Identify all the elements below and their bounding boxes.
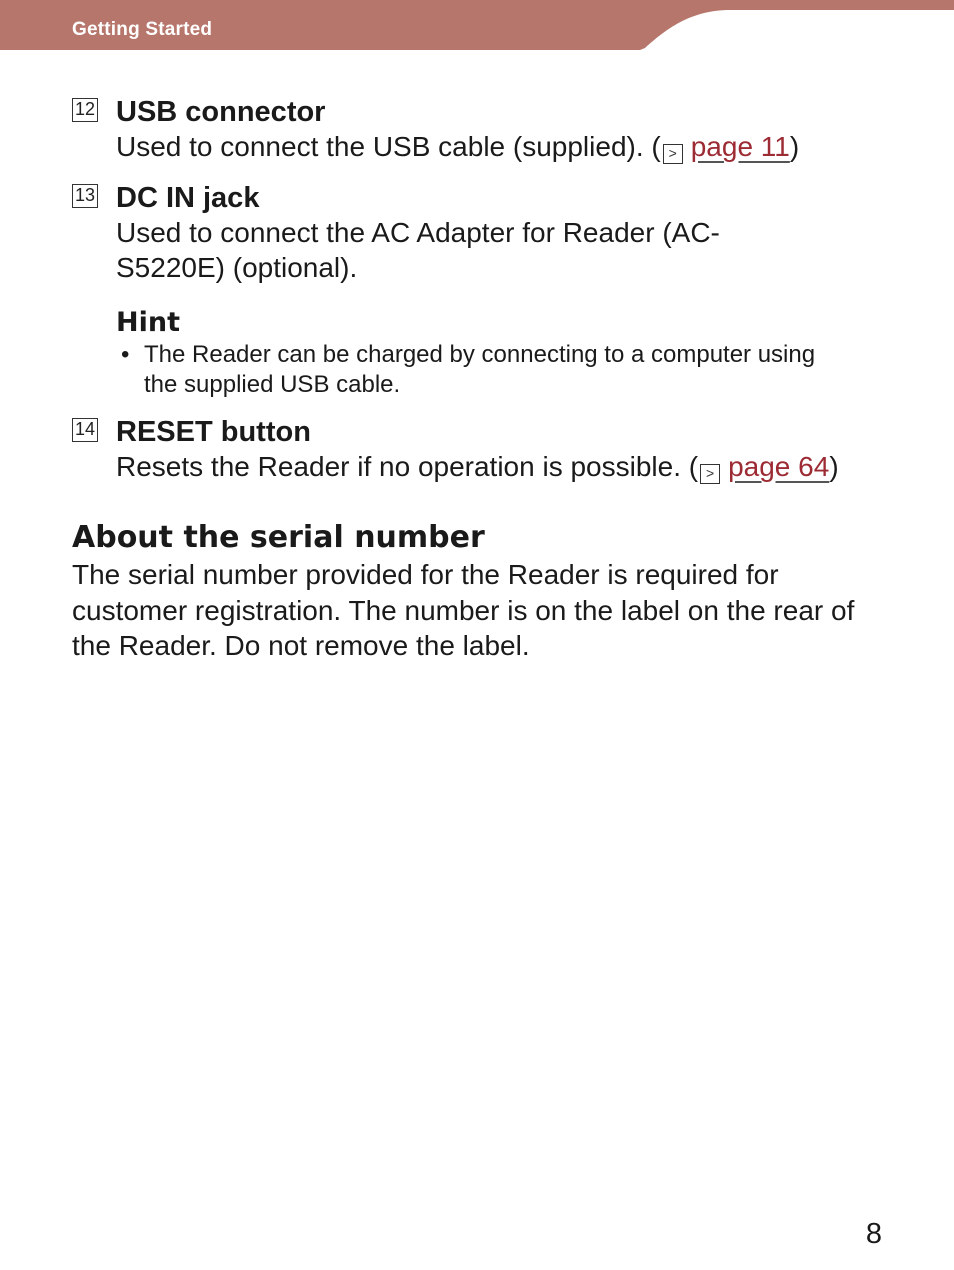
section-title: Getting Started: [72, 19, 213, 40]
arrow-reference-icon: >: [700, 464, 720, 484]
hint-title: Hint: [116, 307, 180, 338]
hint-bullet-item: • The Reader can be charged by connecting to a computer using the supplied USB cable.: [121, 341, 816, 398]
item-number-badge: 13: [72, 184, 98, 208]
item-number-badge: 14: [72, 418, 98, 442]
item-title: DC IN jack: [116, 182, 260, 214]
item-usb-connector: [72, 95, 892, 164]
item-title: RESET button: [116, 416, 311, 448]
item-title: USB connector: [116, 96, 326, 128]
item-description: Used to connect the AC Adapter for Reader (AC-S5220E) (optional).: [116, 217, 720, 283]
item-dc-in-jack: [72, 181, 832, 285]
arrow-reference-icon: >: [663, 144, 683, 164]
item-reset-button: [72, 415, 912, 484]
item-number-badge: 12: [72, 98, 98, 122]
page-number: 8: [865, 1218, 882, 1250]
section-body: The serial number provided for the Reader is required for customer registration. The number is on the label on the rear of the Reader. Do not remove the label.: [72, 559, 855, 661]
item-description: Used to connect the USB cable (supplied). ( > page 11): [116, 131, 800, 162]
hint-box: [116, 306, 876, 400]
hint-list: [116, 340, 876, 400]
section-heading: About the serial number: [72, 520, 485, 555]
bullet-icon: •: [121, 341, 130, 368]
header-bar: [0, 0, 954, 52]
item-description: Resets the Reader if no operation is possible. ( > page 64): [116, 451, 839, 482]
page-reference-link[interactable]: page 64: [728, 451, 830, 482]
page-reference-link[interactable]: page 11: [690, 131, 790, 162]
